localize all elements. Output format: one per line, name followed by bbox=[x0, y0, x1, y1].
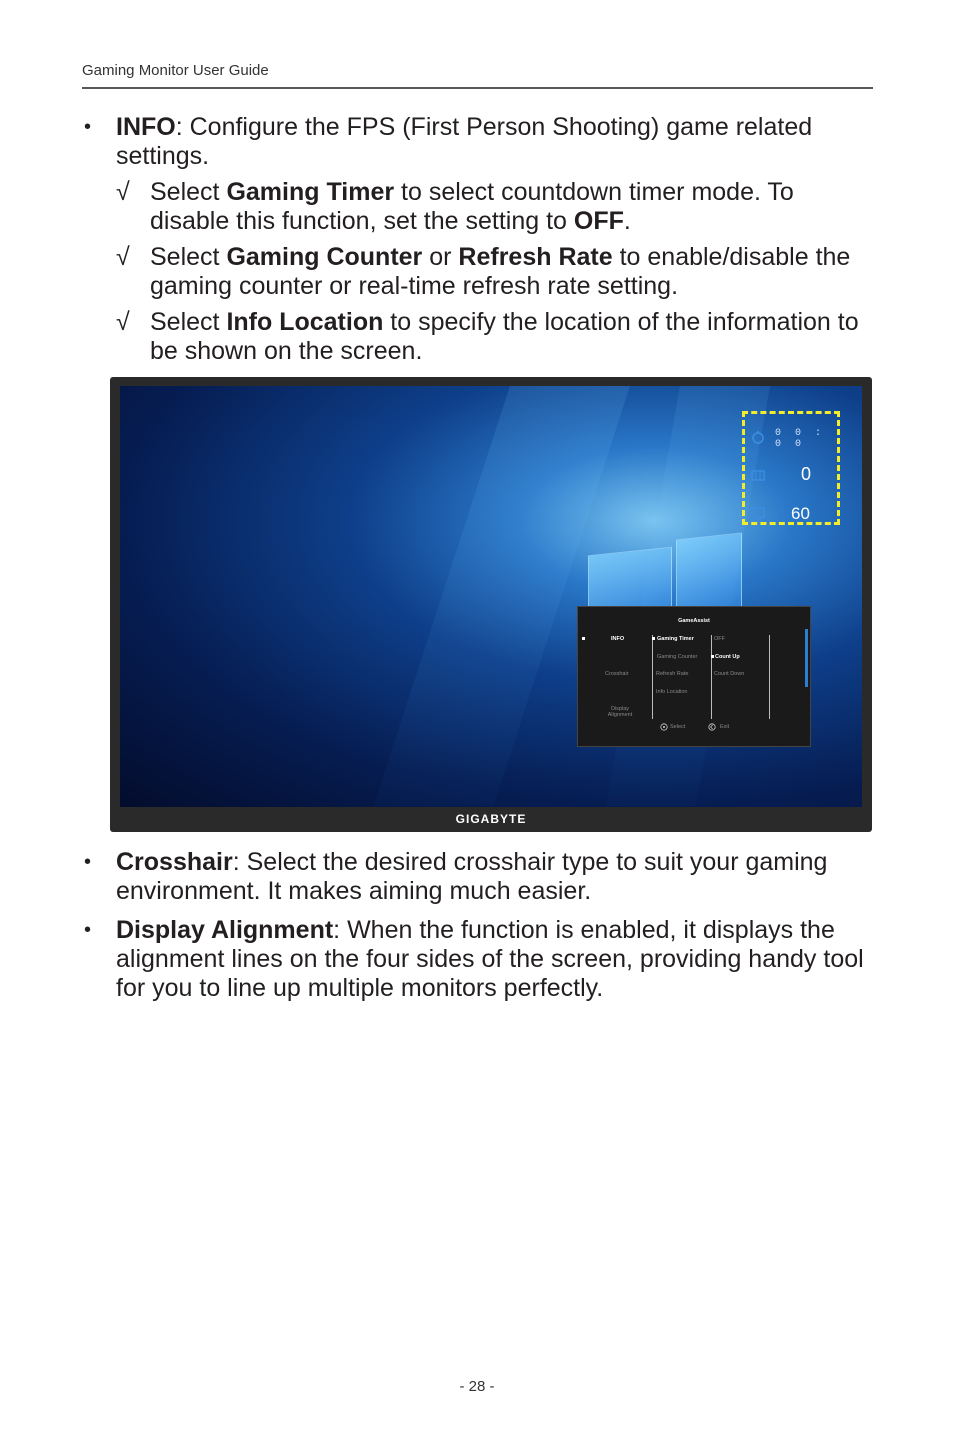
info-item-gaming-timer bbox=[82, 178, 872, 236]
osd-divider bbox=[769, 635, 770, 719]
display-alignment-bullet bbox=[82, 916, 872, 1003]
osd-option-count-down[interactable]: Count Down bbox=[714, 671, 745, 677]
info-item-gaming-counter bbox=[82, 243, 872, 301]
item-bold: Gaming Timer bbox=[226, 178, 395, 206]
item-bold: Info Location bbox=[226, 308, 384, 336]
refresh-rate-icon bbox=[751, 506, 765, 520]
osd-option-off[interactable]: OFF bbox=[714, 636, 725, 642]
bullet-dot: • bbox=[84, 116, 92, 138]
item-text: or bbox=[422, 243, 459, 271]
info-bullet bbox=[82, 113, 872, 171]
crosshair-term: Crosshair bbox=[116, 848, 233, 876]
check-mark: √ bbox=[116, 308, 130, 336]
osd-option-count-up[interactable]: Count Up bbox=[715, 654, 740, 660]
item-text: to select countdown timer mode. To disable this function, set the setting to bbox=[150, 178, 794, 235]
osd-title: GameAssist bbox=[678, 618, 710, 624]
osd-footer-select: Select bbox=[670, 724, 686, 730]
counter-icon bbox=[751, 468, 765, 482]
check-mark: √ bbox=[116, 243, 130, 271]
item-bold: Gaming Counter bbox=[226, 243, 423, 271]
osd-divider bbox=[652, 635, 653, 719]
osd-item-gaming-timer[interactable]: Gaming Timer bbox=[657, 636, 694, 642]
crosshair-text: : Select the desired crosshair type to suit your gaming environment. It makes aiming much easier. bbox=[116, 848, 828, 905]
osd-gameassist-menu bbox=[577, 606, 811, 747]
counter-readout: 0 bbox=[801, 464, 812, 484]
info-item-info-location bbox=[82, 308, 872, 366]
info-text: : Configure the FPS (First Person Shooting) game related settings. bbox=[116, 113, 813, 170]
item-text: Select bbox=[150, 178, 227, 206]
info-overlay-highlight bbox=[742, 411, 840, 525]
osd-marker bbox=[582, 637, 585, 640]
item-text: Select bbox=[150, 308, 227, 336]
bullet-dot: • bbox=[84, 851, 92, 873]
joystick-select-icon bbox=[660, 723, 668, 731]
timer-readout: 0 0 : 0 0 bbox=[775, 428, 826, 450]
osd-marker bbox=[711, 655, 714, 658]
osd-item-gaming-counter[interactable]: Gaming Counter bbox=[657, 654, 698, 660]
timer-icon bbox=[751, 430, 765, 444]
item-bold: Refresh Rate bbox=[458, 243, 613, 271]
osd-divider bbox=[711, 635, 712, 719]
item-text: . bbox=[623, 207, 631, 235]
osd-menu-crosshair[interactable]: Crosshair bbox=[605, 671, 629, 677]
osd-marker bbox=[652, 637, 655, 640]
header-divider bbox=[82, 87, 873, 89]
crosshair-bullet bbox=[82, 848, 872, 906]
osd-menu-display-alignment[interactable]: Display Alignment bbox=[607, 706, 633, 718]
header-title: Gaming Monitor User Guide bbox=[82, 62, 269, 79]
osd-menu-info[interactable]: INFO bbox=[611, 636, 625, 642]
item-bold: OFF bbox=[573, 207, 624, 235]
display-alignment-text: : When the function is enabled, it displays the alignment lines on the four sides of the screen, providing handy tool for you to line up multiple monitors perfectly. bbox=[116, 916, 864, 1002]
osd-item-refresh-rate[interactable]: Refresh Rate bbox=[656, 671, 689, 677]
refresh-rate-readout: 60 bbox=[791, 504, 810, 523]
joystick-exit-icon bbox=[708, 723, 716, 731]
osd-item-info-location[interactable]: Info Location bbox=[656, 689, 688, 695]
info-term: INFO bbox=[116, 113, 176, 141]
item-text: to enable/disable the gaming counter or real-time refresh rate setting. bbox=[150, 243, 851, 300]
info-section bbox=[82, 113, 872, 366]
brand-logo: GIGABYTE bbox=[455, 812, 527, 826]
page-number: - 28 - bbox=[459, 1378, 495, 1395]
osd-scroll-tab bbox=[805, 629, 808, 687]
item-text: Select bbox=[150, 243, 227, 271]
display-alignment-term: Display Alignment bbox=[116, 916, 334, 944]
bullet-list bbox=[82, 848, 872, 1003]
osd-footer-exit: Exit bbox=[720, 724, 730, 730]
check-mark: √ bbox=[116, 178, 130, 206]
bullet-dot: • bbox=[84, 919, 92, 941]
item-text: to specify the location of the information to be shown on the screen. bbox=[150, 308, 859, 365]
